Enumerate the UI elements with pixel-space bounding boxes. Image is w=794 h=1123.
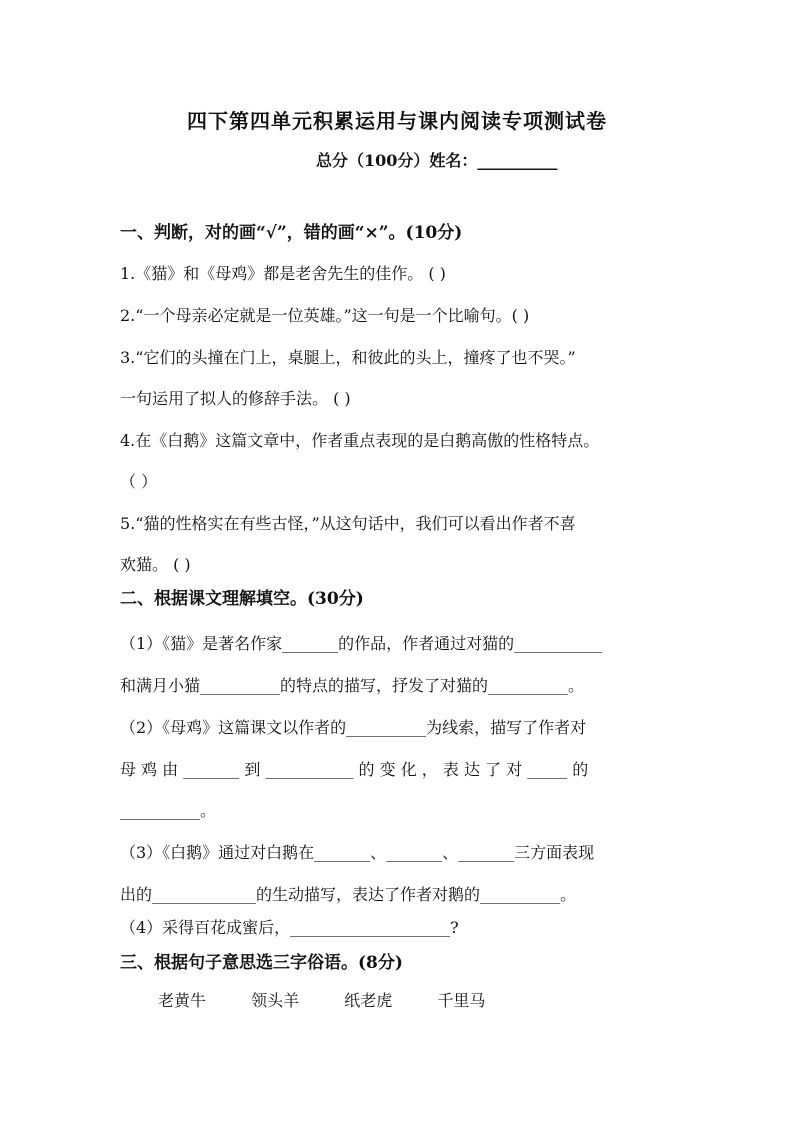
fill-2-line-2: 母 鸡 由 _______ 到 ___________ 的 变 化 ， 表 达 了 对 _____ 的 bbox=[120, 760, 589, 779]
fill-2-line-3: __________。 bbox=[120, 801, 217, 820]
question-4-line-1: 4.在《白鹅》这篇文章中，作者重点表现的是白鹅高傲的性格特点。 bbox=[120, 431, 600, 450]
fill-3-line-1: （3）《白鹅》通过对白鹅在_______、_______、_______三方面表现 bbox=[120, 843, 595, 862]
idiom-option: 老黄牛 bbox=[158, 991, 207, 1010]
idiom-options bbox=[158, 988, 525, 1011]
question-3-line-1: 3.“它们的头撞在门上，桌腿上，和彼此的头上，撞疼了也不哭。” bbox=[120, 348, 576, 367]
fill-1-line-2: 和满月小猫__________的特点的描写，抒发了对猫的__________。 bbox=[120, 676, 585, 695]
section-3-heading: 三、根据句子意思选三字俗语。(8分) bbox=[120, 953, 403, 973]
fill-1-line-1: （1）《猫》是著名作家_______的作品，作者通过对猫的___________ bbox=[120, 634, 603, 653]
section-1-heading: 一、判断，对的画“√”，错的画“×”。(10分) bbox=[120, 223, 463, 243]
idiom-option: 纸老虎 bbox=[344, 991, 393, 1010]
section-2-heading: 二、根据课文理解填空。(30分) bbox=[120, 589, 364, 609]
page-title: 四下第四单元积累运用与课内阅读专项测试卷 bbox=[187, 109, 607, 133]
question-3-line-2: 一句运用了拟人的修辞手法。 ( ) bbox=[120, 389, 351, 408]
score-name-line: 总分（100分）姓名：__________ bbox=[316, 151, 558, 170]
question-4-line-2: （ ） bbox=[120, 472, 158, 491]
question-5-line-1: 5.“猫的性格实在有些古怪，”从这句话中，我们可以看出作者不喜 bbox=[120, 514, 576, 533]
question-5-line-2: 欢猫。 ( ) bbox=[120, 555, 191, 574]
question-2: 2.“一个母亲必定就是一位英雄。”这一句是一个比喻句。( ) bbox=[120, 306, 530, 325]
fill-2-line-1: （2）《母鸡》这篇课文以作者的__________为线索，描写了作者对 bbox=[120, 718, 587, 737]
idiom-option: 千里马 bbox=[437, 991, 486, 1010]
fill-3-line-2: 出的_____________的生动描写，表达了作者对鹅的__________。 bbox=[120, 885, 577, 904]
fill-4-line: （4）采得百花成蜜后，____________________? bbox=[120, 918, 459, 937]
question-1: 1.《猫》和《母鸡》都是老舍先生的佳作。 ( ) bbox=[120, 264, 446, 283]
idiom-option: 领头羊 bbox=[251, 991, 300, 1010]
